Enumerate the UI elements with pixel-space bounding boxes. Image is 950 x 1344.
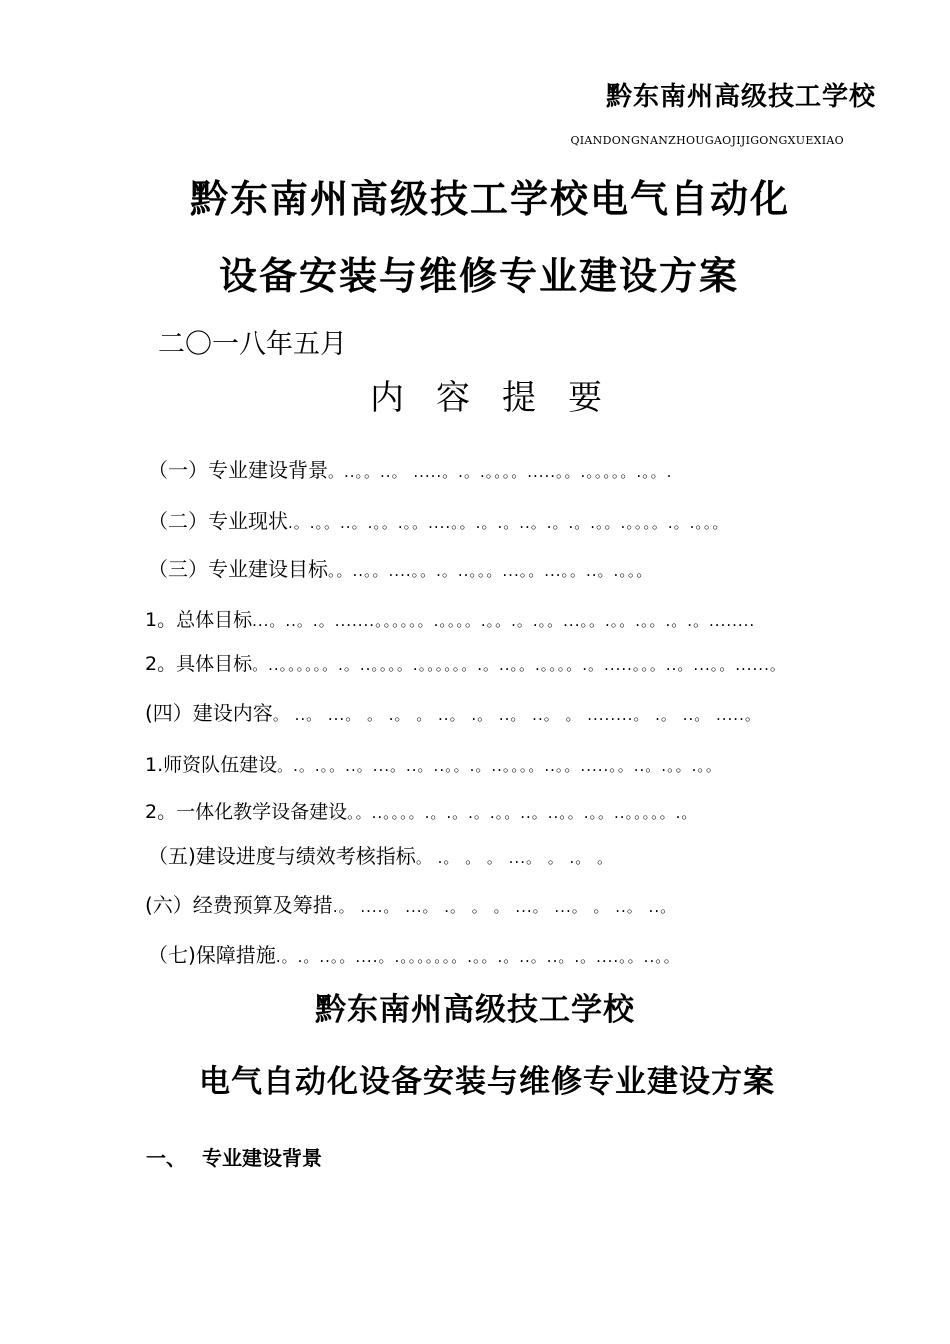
toc-item-leader: 。 .。 。 。 ...。 。 .。 。 (415, 849, 614, 867)
document-date: 二〇一八年五月 (158, 329, 347, 360)
toc-item[interactable] (148, 840, 613, 869)
toc-item[interactable] (145, 649, 786, 676)
toc-item-label: （七)保障措施 (148, 943, 276, 967)
toc-item-leader: .。.。。..。.。。.。。....。。.。.。..。.。.。.。。.。。。。.。.。。。 (288, 514, 729, 532)
toc-item[interactable] (145, 889, 676, 918)
toc-item-leader: ...。..。.。.......。。。。。。.。。。。.。。.。.。。...。。.。。.。。.。.。........ (252, 612, 756, 630)
toc-item-leader: 。。..。。....。。.。..。。。...。。...。。..。.。。。 (328, 562, 653, 580)
toc-item-leader: .。.。..。。....。.。。。。。。。.。。.。..。..。.。....。。..。。 (275, 948, 680, 966)
toc-item-label: （二）专业现状 (148, 509, 288, 533)
toc-item[interactable] (145, 797, 697, 824)
toc-item[interactable] (148, 505, 728, 534)
toc-item-label: 2。一体化教学设备建设 (145, 801, 348, 823)
toc-item-label: （一）专业建设背景 (148, 458, 328, 482)
toc-item-label: （三）专业建设目标 (148, 557, 328, 581)
section-heading (146, 1142, 322, 1171)
toc-item-leader: 。。..。。。。.。.。.。.。。..。..。。.。。..。。。。。.。 (347, 804, 698, 822)
toc-heading-char: 要 (568, 378, 602, 418)
running-header-school-name: 黔东南州高级技工学校 (605, 82, 876, 112)
toc-item[interactable] (148, 939, 680, 968)
section-number: 一、 (146, 1146, 186, 1170)
document-title-line-2: 设备安装与维修专业建设方案 (218, 254, 739, 298)
toc-item[interactable] (145, 750, 722, 777)
toc-item-label: (四）建设内容 (145, 701, 273, 725)
toc-item-label: 1。总体目标 (145, 609, 253, 631)
toc-item-leader: 。.。.。。..。...。..。..。。.。..。。。。..。。.....。。..。.。。.。。 (277, 757, 722, 775)
body-title-line-2: 电气自动化设备安装与维修专业建设方案 (199, 1064, 775, 1100)
toc-heading (0, 370, 950, 419)
toc-item-label: （五)建设进度与绩效考核指标 (148, 844, 416, 868)
toc-item[interactable] (148, 553, 652, 582)
toc-item[interactable] (145, 697, 761, 726)
toc-item[interactable] (148, 454, 672, 483)
toc-heading-char: 提 (502, 378, 536, 418)
running-header-pinyin: QIANDONGNANZHOUGAOJIJIGONGXUEXIAO (570, 134, 844, 147)
toc-item-label: 2。具体目标 (145, 653, 253, 675)
section-title: 专业建设背景 (202, 1146, 322, 1170)
toc-item-label: 1.师资队伍建设 (145, 754, 278, 776)
document-title-line-1: 黔东南州高级技工学校电气自动化 (189, 177, 790, 221)
toc-item[interactable] (145, 605, 755, 632)
toc-heading-char: 内 (370, 378, 404, 418)
toc-item-leader: .。 ....。 ...。 .。 。 。 ...。 ...。 。 ..。 ..。 (332, 898, 677, 916)
toc-item-leader: 。..。。..。 .....。.。.。。。。.....。。.。。。。。.。。. (328, 463, 673, 481)
toc-item-label: (六）经费预算及筹措 (145, 893, 333, 917)
toc-heading-char: 容 (436, 378, 470, 418)
toc-item-leader: 。..。。。。。。.。..。。。。.。。。。。。.。..。。.。。。。.。.....。。。..。...。。......。 (252, 656, 786, 674)
body-title-line-1: 黔东南州高级技工学校 (315, 992, 635, 1028)
toc-item-leader: 。 ..。 ...。 。 .。 。 ..。 .。 ..。 ..。 。 ........。 .。 ..。 .....。 (272, 706, 761, 724)
